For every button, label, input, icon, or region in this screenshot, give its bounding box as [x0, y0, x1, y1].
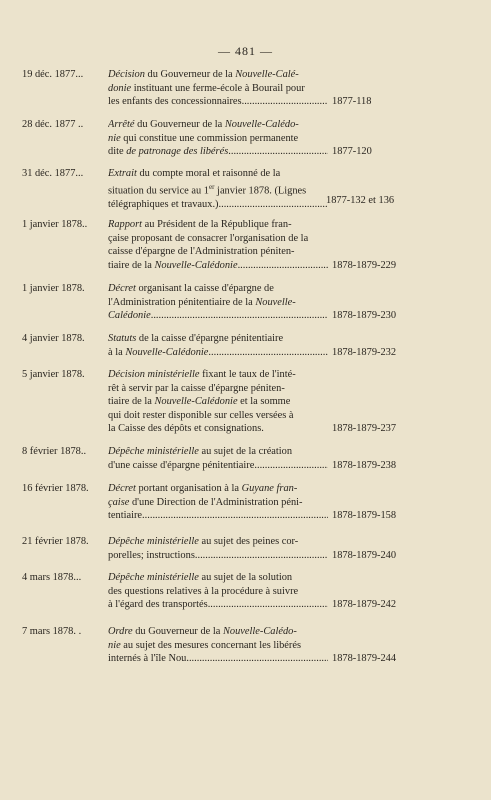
page-reference: 1878-1879-238: [332, 459, 397, 471]
entry-description: [108, 571, 328, 612]
dot-leader: [242, 95, 328, 109]
description-line: dite de patronage des libérés: [108, 146, 229, 158]
description-line: donie instituant une ferme-école à Bourail pour: [108, 82, 305, 94]
description-line: nie au sujet des mesures concernant les libérés: [108, 639, 302, 651]
dot-leader: [142, 509, 328, 523]
description-last-line: [108, 145, 328, 159]
entry-description: [108, 368, 328, 436]
entry-date: 1 janvier 1878.: [22, 283, 85, 294]
description-line: la Caisse des dépôts et consignations.: [108, 423, 264, 435]
description-last-line: [108, 309, 328, 323]
description-line: Extrait du compte moral et raisonné de la: [108, 168, 281, 179]
entry-description: [108, 218, 328, 272]
dot-leader: [254, 459, 328, 473]
description-line: caisse d'épargne de l'Administration péniten-: [108, 246, 295, 258]
dot-leader: [151, 309, 328, 323]
description-line: internés à l'île Nou: [108, 653, 187, 665]
page-reference: 1878-1879-158: [332, 510, 397, 522]
entry-date: 4 mars 1878...: [22, 572, 82, 583]
description-last-line: [108, 509, 328, 523]
description-line: nie qui constitue une commission permanente: [108, 132, 299, 144]
description-line: Dépêche ministérielle au sujet des peines cor-: [108, 536, 299, 547]
entry-date: 21 février 1878.: [22, 536, 89, 547]
page-reference: 1877-132 et 136: [326, 195, 395, 207]
entry-description: [108, 332, 328, 359]
entry-date: 4 janvier 1878.: [22, 333, 85, 344]
entry-description: [108, 167, 328, 211]
page-reference: 1877-120: [332, 146, 372, 158]
description-line: porelles; instructions: [108, 549, 195, 561]
dot-leader: [208, 598, 328, 612]
entry-date: 5 janvier 1878.: [22, 369, 85, 380]
dot-leader: [219, 198, 329, 212]
entry-description: [108, 68, 328, 109]
description-line: rêt à servir par la caisse d'épargne péniten-: [108, 382, 285, 394]
dot-leader: [208, 346, 328, 360]
page-number: — 481 —: [218, 44, 273, 58]
description-line: Dépêche ministérielle au sujet de la solution: [108, 572, 293, 583]
page-reference: 1878-1879-244: [332, 653, 397, 665]
description-last-line: [108, 198, 328, 212]
description-line: des questions relatives à la procédure à suivre: [108, 585, 299, 597]
entry-date: 19 déc. 1877...: [22, 69, 84, 80]
description-line: Ordre du Gouverneur de la Nouvelle-Calédo-: [108, 626, 297, 637]
description-last-line: [108, 652, 328, 666]
entry-date: 28 déc. 1877 ..: [22, 119, 84, 130]
description-line: à l'égard des transportés: [108, 599, 208, 611]
description-line: çaise d'une Direction de l'Administration péni-: [108, 496, 303, 508]
dot-leader: [238, 259, 328, 273]
description-line: çaise proposant de consacrer l'organisation de la: [108, 232, 309, 244]
entry-date: 1 janvier 1878..: [22, 219, 88, 230]
description-line: Décret portant organisation à la Guyane fran-: [108, 483, 298, 494]
dot-leader: [195, 549, 328, 563]
page-reference: 1878-1879-237: [332, 423, 397, 435]
page-reference: 1878-1879-232: [332, 346, 397, 358]
entry-description: [108, 445, 328, 472]
description-line: Décision ministérielle fixant le taux de l'inté-: [108, 369, 296, 380]
description-line: à la Nouvelle-Calédonie: [108, 346, 209, 358]
page-reference: 1878-1879-229: [332, 259, 397, 271]
description-last-line: [108, 95, 328, 109]
description-line: Décret organisant la caisse d'épargne de: [108, 283, 274, 294]
entry-date: 31 déc. 1877...: [22, 168, 84, 179]
description-line: d'une caisse d'épargne pénitentiaire: [108, 459, 255, 471]
description-line: Dépêche ministérielle au sujet de la création: [108, 446, 293, 457]
description-line: tentiaire: [108, 510, 143, 522]
description-last-line: [108, 549, 328, 563]
page-reference: 1878-1879-240: [332, 549, 397, 561]
description-line: Statuts de la caisse d'épargne pénitentiaire: [108, 333, 284, 344]
description-line: télégraphiques et travaux.): [108, 198, 219, 210]
entry-description: [108, 535, 328, 562]
description-last-line: [108, 422, 328, 436]
page-reference: 1878-1879-230: [332, 310, 397, 322]
entry-date: 16 février 1878.: [22, 483, 89, 494]
description-last-line: [108, 259, 328, 273]
entry-description: [108, 282, 328, 323]
description-line: tiaire de la Nouvelle-Calédonie: [108, 259, 238, 271]
description-last-line: [108, 598, 328, 612]
description-last-line: [108, 346, 328, 360]
description-line: Calédonie: [108, 310, 151, 322]
description-line: Arrêté du Gouverneur de la Nouvelle-Calédo-: [108, 119, 299, 130]
page-reference: 1878-1879-242: [332, 599, 397, 611]
entry-date: 8 février 1878..: [22, 446, 87, 457]
entry-description: [108, 482, 328, 523]
description-last-line: [108, 459, 328, 473]
dot-leader: [228, 145, 328, 159]
description-line: tiaire de la Nouvelle-Calédonie et la somme: [108, 396, 291, 408]
entry-description: [108, 118, 328, 159]
description-line: les enfants des concessionnaires: [108, 96, 242, 108]
description-line: l'Administration pénitentiaire de la Nouvelle-: [108, 296, 296, 308]
description-line: qui doit rester disponible sur celles versées à: [108, 409, 294, 421]
entry-date: 7 mars 1878. .: [22, 626, 82, 637]
description-line: Rapport au Président de la République fran-: [108, 219, 292, 230]
entry-description: [108, 625, 328, 666]
dot-leader: [186, 652, 328, 666]
description-line: Décision du Gouverneur de la Nouvelle-Calé-: [108, 69, 299, 80]
description-line: situation du service au 1er janvier 1878. (Lignes: [108, 182, 307, 197]
page-reference: 1877-118: [332, 96, 372, 108]
